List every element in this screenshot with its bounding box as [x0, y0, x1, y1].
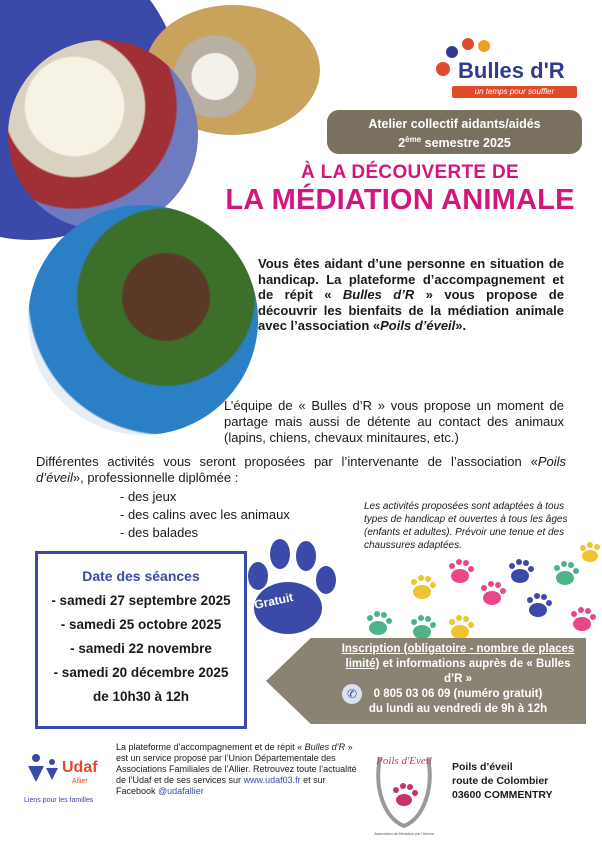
phone-number[interactable]: 0 805 03 06 09 (numéro gratuit) [373, 688, 543, 700]
free-paw-badge [240, 530, 340, 640]
date-item: - samedi 20 décembre 2025 [53, 665, 229, 680]
activities-note: Les activités proposées sont adaptées à tous types de handicap et ouvertes à tous les âges (enfants et adultes). Prévoir une tenue et des chaussures adaptées. [364, 501, 568, 551]
intro-paragraph: Vous êtes aidant d’une personne en situation de handicap. La plateforme d’accompagnement et de répit « Bulles d’R » vous propose de découvrir les bienfaits de la médiation animale avec l’association «Poils d’éveil». [258, 256, 564, 333]
poils-address: Poils d’éveil route de Colombier 03600 COMMENTRY [452, 761, 553, 801]
logo-tagline: un temps pour souffler [452, 86, 577, 98]
list-item: - des calins avec les animaux [120, 507, 290, 522]
dates-title: Date des séances [82, 568, 200, 584]
session-time: de 10h30 à 12h [92, 689, 190, 704]
colorful-paws-icon [360, 540, 600, 640]
inscription-banner [266, 638, 586, 724]
paw-icon [240, 530, 340, 640]
bulles-dr-logo [432, 36, 582, 102]
list-item: - des balades [120, 525, 199, 540]
opening-hours: du lundi au vendredi de 9h à 12h [368, 703, 548, 715]
udaf-info-text: La plateforme d’accompagnement et de répit « Bulles d’R » est un service proposé par l’Union Départementale des Associations Familiales de l’Allier. Retrouvez toute l’actualité de l’Udaf et de ses services sur www.udaf03.fr et sur Facebook @udafallier [116, 742, 357, 796]
activities-paragraph: Différentes activités vous seront proposées par l’intervenante de l’association «Poils d’éveil», professionnelle diplômée : [36, 454, 566, 485]
headline-line1: À LA DÉCOUVERTE DE [301, 162, 519, 183]
udaf-logo-slogan: Liens pour les familles [24, 797, 94, 804]
date-item: - samedi 22 novembre [70, 641, 212, 656]
poils-logo-caption: Association de Médiation par l'Animal [374, 832, 434, 836]
poils-logo-name: Poils d'Eveil [376, 755, 432, 767]
inscription-text: Inscription (obligatoire - nombre de places limité) et informations auprès de « Bulles d’R » 0 805 03 06 09 (numéro gratuit) du lundi au vendredi de 9h à 12h [338, 642, 578, 717]
udaf-logo-name: Udaf [62, 759, 98, 776]
poils-deveil-logo [368, 738, 440, 838]
free-label: Gratuit [252, 590, 295, 612]
workshop-type: Atelier collectif aidants/aidés [368, 117, 541, 131]
udaf-website-link[interactable]: www.udaf03.fr [243, 775, 301, 785]
semester: 2ème semestre 2025 [398, 135, 511, 151]
udaf-logo [22, 748, 112, 810]
udaf-facebook-link[interactable]: @udafallier [158, 786, 204, 796]
logo-title: Bulles d'R [458, 58, 565, 83]
udaf-logo-region: Allier [72, 778, 88, 785]
inscription-required: Inscription (obligatoire - nombre de places limité) [341, 643, 575, 670]
workshop-badge [327, 110, 582, 154]
team-paragraph: L’équipe de « Bulles d’R » vous propose un moment de partage mais aussi de détente au contact des animaux (lapins, chiens, chevaux minitaures, etc.) [224, 398, 564, 445]
headline-line2: LA MÉDIATION ANIMALE [225, 184, 575, 216]
date-item: - samedi 25 octobre 2025 [60, 617, 222, 632]
dog-photo [8, 40, 198, 230]
session-dates-box [35, 551, 247, 729]
date-item: - samedi 27 septembre 2025 [51, 593, 231, 608]
phone-icon: ✆ [342, 684, 362, 704]
list-item: - des jeux [120, 489, 177, 504]
